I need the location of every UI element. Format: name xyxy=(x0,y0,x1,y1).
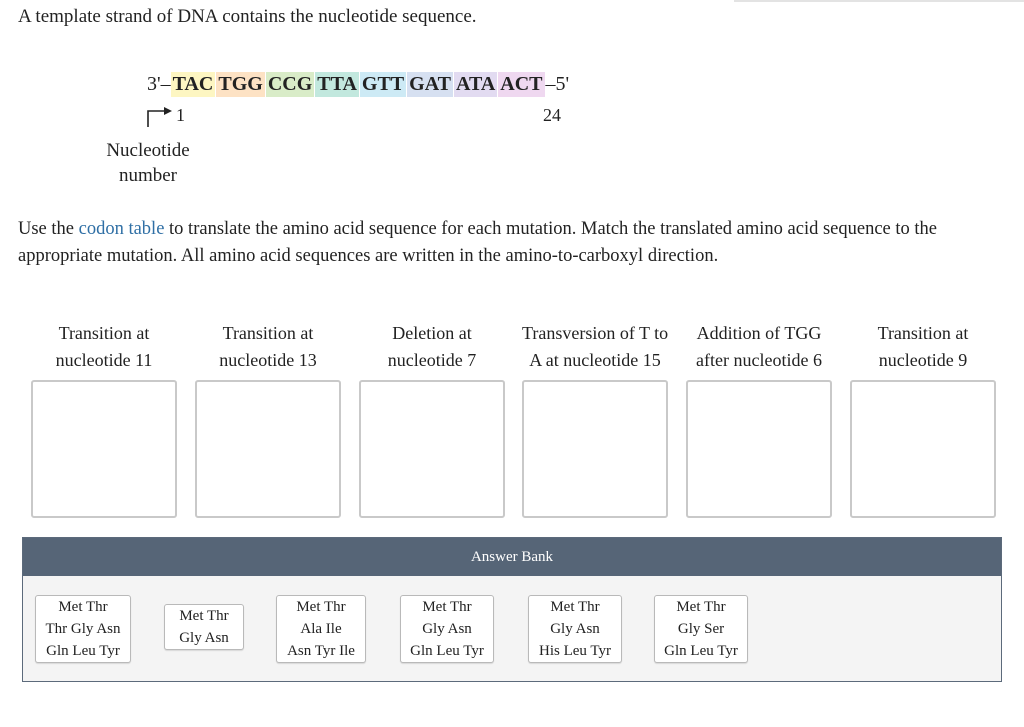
nucleotide-last-number: 24 xyxy=(543,105,561,125)
target-label xyxy=(359,320,505,374)
answer-bank xyxy=(22,537,1002,682)
target-label-line1: Transversion of T to xyxy=(522,323,669,343)
codon-3: CCG xyxy=(267,73,313,95)
target-transition-11 xyxy=(31,320,177,518)
nucleotide-number-label xyxy=(96,138,200,188)
target-transition-9 xyxy=(850,320,996,518)
drop-zone[interactable] xyxy=(359,380,505,518)
card-line: Gly Asn xyxy=(550,621,600,637)
card-line: Met Thr xyxy=(550,599,600,615)
drop-zone[interactable] xyxy=(850,380,996,518)
nucleotide-first-number: 1 xyxy=(176,105,185,125)
sequence-end-label: –5' xyxy=(545,73,570,95)
answer-bank-title: Answer Bank xyxy=(23,538,1001,576)
codon-8: ACT xyxy=(500,73,543,95)
card-line: Gln Leu Tyr xyxy=(410,643,484,659)
card-line: Met Thr xyxy=(676,599,726,615)
top-divider xyxy=(734,0,1024,2)
card-line: Met Thr xyxy=(296,599,346,615)
target-label-line2: nucleotide 11 xyxy=(55,350,153,370)
target-label xyxy=(195,320,341,374)
card-line: Asn Tyr Ile xyxy=(287,643,355,659)
answer-card[interactable] xyxy=(35,595,131,663)
target-label xyxy=(31,320,177,374)
target-label-line1: Transition at xyxy=(222,323,314,343)
card-line: His Leu Tyr xyxy=(539,643,611,659)
card-line: Gly Asn xyxy=(179,630,229,646)
target-transition-13 xyxy=(195,320,341,518)
target-label xyxy=(686,320,832,374)
target-deletion-7 xyxy=(359,320,505,518)
drop-zone[interactable] xyxy=(522,380,668,518)
card-line: Thr Gly Asn xyxy=(45,621,121,637)
arrow-right-icon xyxy=(146,105,174,129)
target-label-line2: nucleotide 7 xyxy=(387,350,477,370)
card-line: Met Thr xyxy=(422,599,472,615)
answer-card[interactable] xyxy=(528,595,622,663)
codon-2: TGG xyxy=(218,73,263,95)
answer-card[interactable] xyxy=(276,595,366,663)
card-line: Gln Leu Tyr xyxy=(46,643,120,659)
codon-4: TTA xyxy=(317,73,357,95)
target-label-line2: A at nucleotide 15 xyxy=(529,350,661,370)
answer-card[interactable] xyxy=(654,595,748,663)
codon-5: GTT xyxy=(361,73,405,95)
sequence-start-label: 3'– xyxy=(147,73,171,95)
target-label-line1: Transition at xyxy=(58,323,150,343)
target-label xyxy=(522,320,668,374)
target-label xyxy=(850,320,996,374)
codon-6: GAT xyxy=(409,73,452,95)
drop-zone[interactable] xyxy=(31,380,177,518)
drop-zone[interactable] xyxy=(195,380,341,518)
card-line: Met Thr xyxy=(179,608,229,624)
nucleotide-label-line1: Nucleotide xyxy=(106,140,190,161)
target-label-line2: nucleotide 9 xyxy=(878,350,968,370)
instructions-after-link: to translate the amino acid sequence for each mutation. Match the translated amino acid sequence to the appropriate mutation. All amino acid sequences are written in the amino-to-carboxyl direction. xyxy=(18,219,938,266)
nucleotide-label-line2: number xyxy=(118,165,178,186)
dna-sequence xyxy=(147,72,569,97)
target-label-line1: Addition of TGG xyxy=(696,323,822,343)
target-label-line2: after nucleotide 6 xyxy=(696,350,822,370)
answer-card[interactable] xyxy=(400,595,494,663)
card-line: Ala Ile xyxy=(300,621,342,637)
codon-7: ATA xyxy=(456,73,496,95)
card-line: Gly Asn xyxy=(422,621,472,637)
card-line: Gln Leu Tyr xyxy=(664,643,738,659)
instructions xyxy=(18,216,1008,270)
target-transversion-15 xyxy=(522,320,668,518)
codon-table-link[interactable]: codon table xyxy=(78,219,165,239)
target-label-line1: Transition at xyxy=(877,323,969,343)
instructions-before-link: Use the xyxy=(18,219,79,239)
answer-card[interactable] xyxy=(164,604,244,650)
nucleotide-start-marker xyxy=(146,105,185,134)
drop-zone[interactable] xyxy=(686,380,832,518)
target-addition-tgg xyxy=(686,320,832,518)
target-label-line2: nucleotide 13 xyxy=(219,350,317,370)
intro-text: A template strand of DNA contains the nucleotide sequence. xyxy=(18,6,477,27)
target-label-line1: Deletion at xyxy=(392,323,472,343)
codon-1: TAC xyxy=(172,73,214,95)
card-line: Gly Ser xyxy=(677,621,725,637)
card-line: Met Thr xyxy=(58,599,108,615)
